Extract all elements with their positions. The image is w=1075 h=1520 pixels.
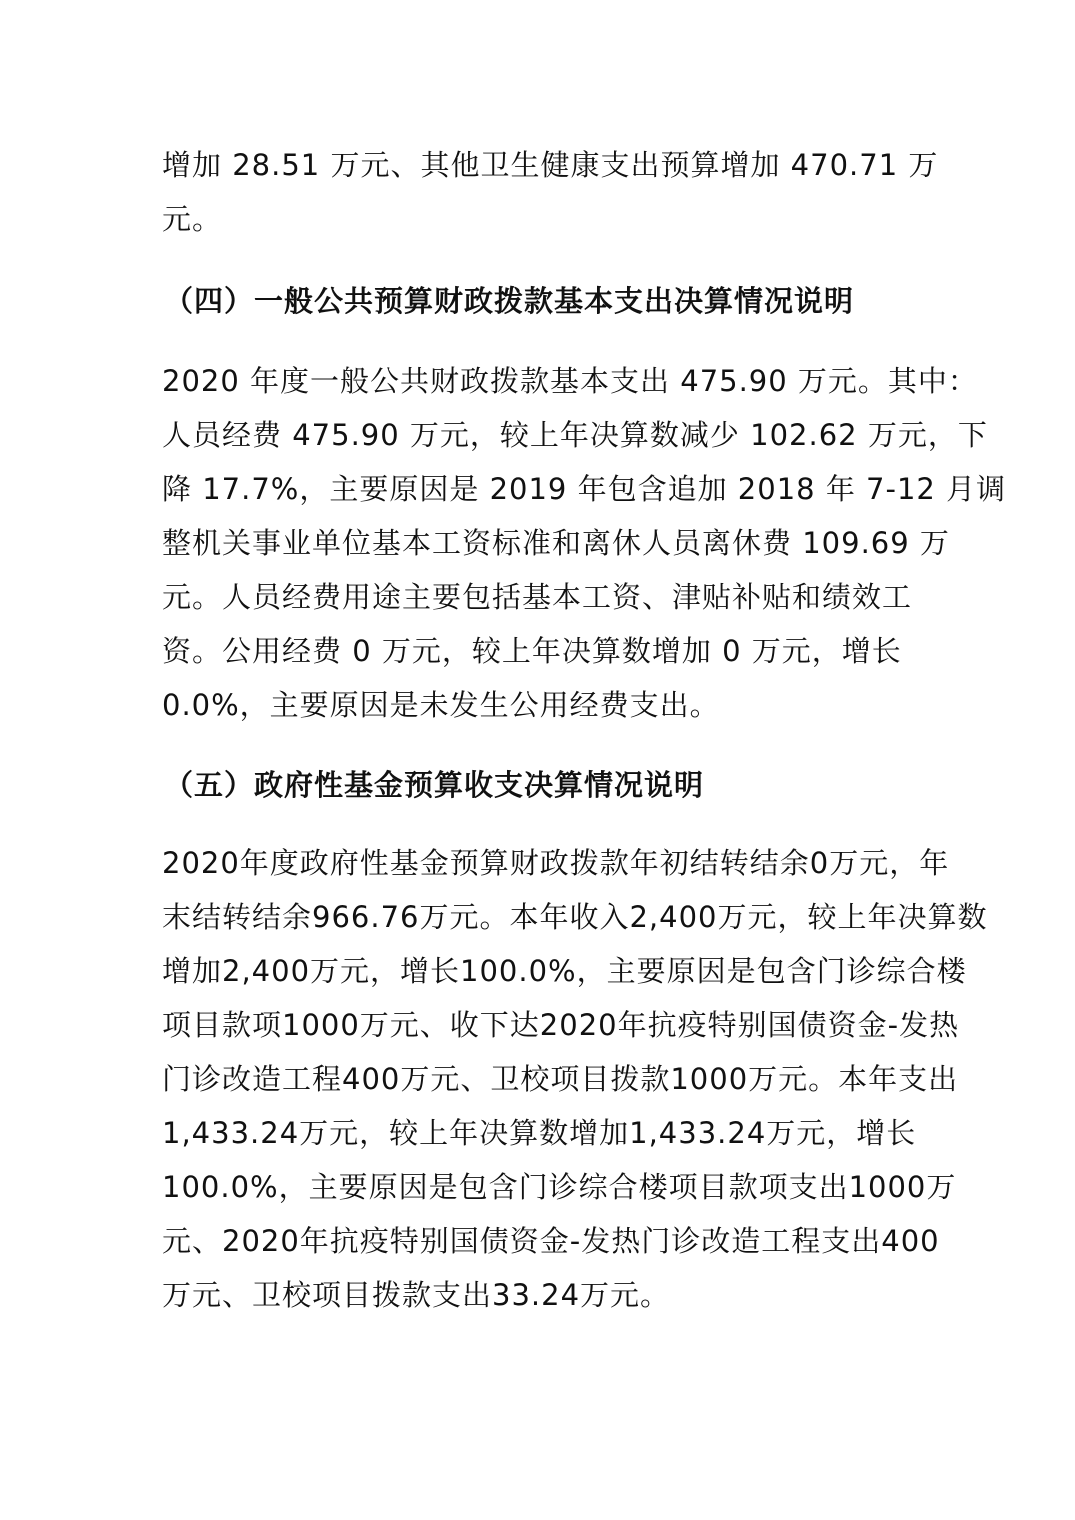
text-line: 万元、卫校项目拨款支出33.24万元。: [162, 1278, 671, 1312]
text-line: 2020年度政府性基金预算财政拨款年初结转结余0万元，年: [162, 846, 950, 880]
section-heading: （四）一般公共预算财政拨款基本支出决算情况说明: [164, 284, 855, 318]
text-line: 元、2020年抗疫特别国债资金-发热门诊改造工程支出400: [162, 1224, 940, 1258]
text-line: 元。: [162, 202, 223, 236]
text-line: 元。人员经费用途主要包括基本工资、津贴补贴和绩效工: [162, 580, 913, 614]
text-line: 门诊改造工程400万元、卫校项目拨款1000万元。本年支出: [162, 1062, 959, 1096]
text-line: 项目款项1000万元、收下达2020年抗疫特别国债资金-发热: [162, 1008, 960, 1042]
text-line: 人员经费 475.90 万元，较上年决算数减少 102.62 万元，下: [162, 418, 988, 452]
text-line: 100.0%，主要原因是包含门诊综合楼项目款项支出1000万: [162, 1170, 957, 1204]
text-line: 资。公用经费 0 万元，较上年决算数增加 0 万元，增长: [162, 634, 902, 668]
text-line: 1,433.24万元，较上年决算数增加1,433.24万元，增长: [162, 1116, 917, 1150]
section-heading: （五）政府性基金预算收支决算情况说明: [164, 768, 705, 802]
text-line: 降 17.7%，主要原因是 2019 年包含追加 2018 年 7-12 月调: [162, 472, 1007, 506]
text-line: 增加 28.51 万元、其他卫生健康支出预算增加 470.71 万: [162, 148, 939, 182]
text-line: 整机关事业单位基本工资标准和离休人员离休费 109.69 万: [162, 526, 950, 560]
text-line: 2020 年度一般公共财政拨款基本支出 475.90 万元。其中：: [162, 364, 978, 398]
text-line: 末结转结余966.76万元。本年收入2,400万元，较上年决算数: [162, 900, 988, 934]
text-line: 0.0%，主要原因是未发生公用经费支出。: [162, 688, 720, 722]
text-line: 增加2,400万元，增长100.0%，主要原因是包含门诊综合楼: [162, 954, 967, 988]
